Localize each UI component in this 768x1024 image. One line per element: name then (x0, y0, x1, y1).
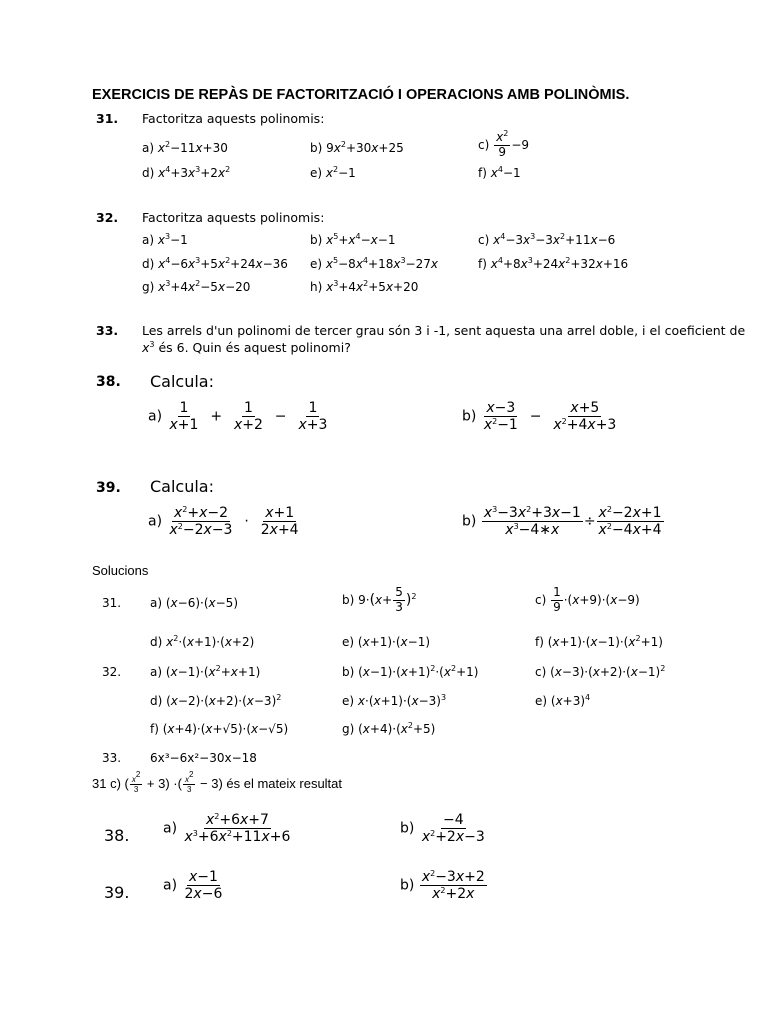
sol31-f: f) $(x+1)\cdot(x-1)\cdot(x^2+1)$ (535, 634, 663, 649)
ex31-c: c) $\frac{x^2}{9}$ −9 (478, 129, 530, 159)
ex32-prompt: Factoritza aquests polinomis: (142, 210, 325, 225)
sol33-answer: 6x³−6x²−30x−18 (150, 751, 257, 765)
sol39-number: 39. (104, 883, 130, 902)
ex38-prompt: Calcula: (150, 372, 214, 391)
sol32-d: d) $(x-2)\cdot(x+2)\cdot(x-3)^2$ (150, 693, 282, 708)
ex31-a: a) $x^2-11x+30$ (142, 140, 228, 155)
ex32-c: c) $x^4-3x^3-3x^2+11x-6$ (478, 232, 616, 247)
ex38-number: 38. (96, 374, 121, 390)
ex38-b: b) $\frac{x-3}{x^2-1}$ − $\frac{x+5}{x^2+4x+3}$ (462, 400, 617, 434)
ex32-d: d) $x^4-6x^3+5x^2+24x-36$ (142, 256, 288, 271)
sol32-e2: e) $(x+3)^4$ (535, 693, 591, 708)
sol38-number: 38. (104, 826, 130, 845)
ex32-a: a) $x^3-1$ (142, 232, 188, 247)
sol38-a: a) $\frac{x^2+6x+7}{x^3+6x^2+11x+6}$ (163, 812, 291, 846)
sol39-b: b) $\frac{x^2-3x+2}{x^2+2x}$ (400, 869, 485, 903)
ex32-number: 32. (96, 210, 119, 225)
ex31-number: 31. (96, 111, 119, 126)
sol39-a: a) $\frac{x-1}{2x-6}$ (163, 869, 223, 903)
ex32-g: g) $x^3+4x^2-5x-20$ (142, 279, 251, 294)
ex31-e: e) $x^2-1$ (310, 165, 356, 180)
ex32-h: h) $x^3+4x^2+5x+20$ (310, 279, 419, 294)
solutions-heading: Solucions (92, 563, 149, 578)
ex31-b: b) $9x^2+30x+25$ (310, 140, 404, 155)
solution-note: 31 c) ( $\frac{x^2}{3}$ + 3) ·( $\frac{x^2}{3}$ − 3) és el mateix resultat (92, 770, 343, 795)
ex33-line2: $x^3$ és 6. Quin és aquest polinomi? (142, 340, 351, 355)
sol32-e: e) $x\cdot(x+1)\cdot(x-3)^3$ (342, 693, 447, 708)
sol32-number: 32. (102, 665, 122, 679)
ex32-f: f) $x^4+8x^3+24x^2+32x+16$ (478, 256, 629, 271)
sol33-number: 33. (102, 751, 122, 765)
ex32-b: b) $x^5+x^4-x-1$ (310, 232, 396, 247)
sol32-g: g) $(x+4)\cdot(x^2+5)$ (342, 721, 436, 736)
sol32-a: a) $(x-1)\cdot(x^2+x+1)$ (150, 664, 261, 679)
ex31-d: d) $x^4+3x^3+2x^2$ (142, 165, 231, 180)
ex38-a: a) $\frac{1}{x+1}$ + $\frac{1}{x+2}$ − $\frac{1}{x+3}$ (148, 400, 328, 434)
ex31-f: f) $x^4-1$ (478, 165, 521, 180)
ex31-prompt: Factoritza aquests polinomis: (142, 111, 325, 126)
ex39-b: b) $\frac{x^3-3x^2+3x-1}{x^3-4∗x}$ ÷ $\frac{x^2-2x+1}{x^2-4x+4}$ (462, 505, 662, 539)
sol32-c: c) $(x-3)\cdot(x+2)\cdot(x-1)^2$ (535, 664, 666, 679)
sol31-b: b) 9·(x+ $\frac{5}{3}$ )$^2$ (342, 585, 417, 614)
sol31-a: a) (x−6)·(x−5) (150, 596, 238, 610)
sol38-b: b) $\frac{-4}{x^2+2x-3}$ (400, 812, 485, 846)
sol31-e: e) (x+1)·(x−1) (342, 635, 431, 649)
ex39-a: a) $\frac{x^2+x-2}{x^2-2x-3}$ · $\frac{x+1}{2x+4}$ (148, 505, 299, 539)
sol32-f: f) (x+4)·(x+√5)·(x−√5) (150, 722, 289, 736)
sol31-c: c) $\frac{1}{9}$ ·(x+9)·(x−9) (535, 585, 640, 614)
sol32-b: b) $(x-1)\cdot(x+1)^2\cdot(x^2+1)$ (342, 664, 479, 679)
ex39-number: 39. (96, 480, 121, 496)
ex33-number: 33. (96, 323, 119, 338)
ex39-prompt: Calcula: (150, 477, 214, 496)
ex33-line1: Les arrels d'un polinomi de tercer grau són 3 i -1, sent aquesta una arrel doble, i el coeficient de (142, 323, 746, 338)
ex32-e: e) $x^5-8x^4+18x^3-27x$ (310, 256, 438, 271)
sol31-number: 31. (102, 596, 122, 610)
page-title: EXERCICIS DE REPÀS DE FACTORITZACIÓ I OPERACIONS AMB POLINÒMIS. (92, 87, 630, 103)
sol31-d: d) $x^2\cdot(x+1)\cdot(x+2)$ (150, 634, 255, 649)
